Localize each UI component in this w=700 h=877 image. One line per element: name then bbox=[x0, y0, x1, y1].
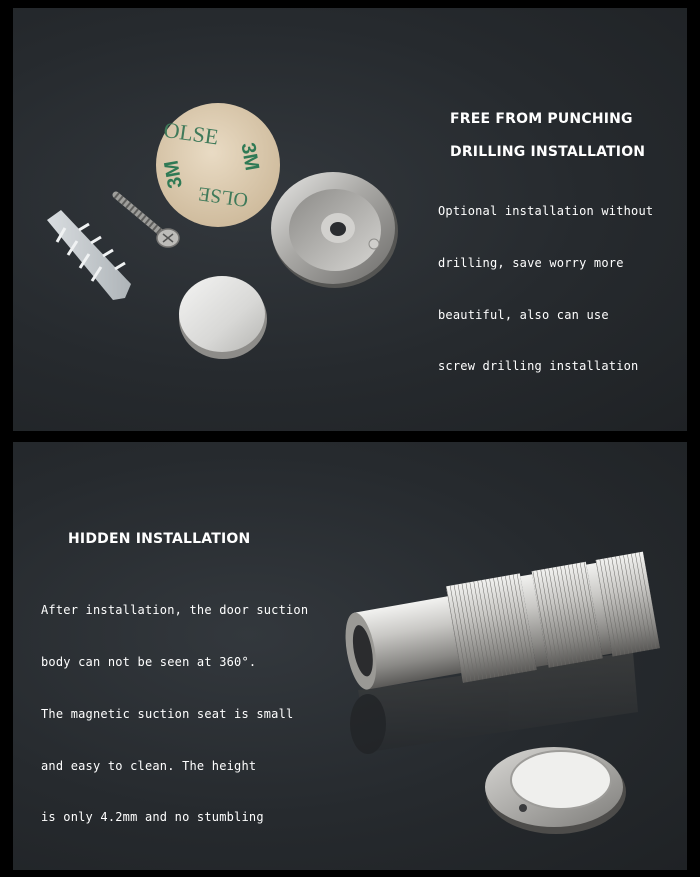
heading-line-1: FREE FROM PUNCHING bbox=[450, 111, 633, 127]
body-line-3: The magnetic suction seat is small bbox=[41, 707, 294, 721]
section-heading: HIDDEN INSTALLATION bbox=[68, 531, 251, 547]
sticker-print-4: OLSE bbox=[196, 182, 250, 211]
body-line-5: is only 4.2mm and no stumbling bbox=[41, 810, 264, 824]
body-line-4: screw drilling installation bbox=[438, 359, 639, 373]
sticker-print-3: 3M bbox=[160, 158, 187, 190]
steel-base-seat bbox=[271, 172, 398, 288]
body-line-4: and easy to clean. The height bbox=[41, 759, 257, 773]
feature-panel-hidden-installation bbox=[13, 442, 687, 870]
magnet-disc bbox=[179, 276, 267, 359]
heading-line-2: DRILLING INSTALLATION bbox=[450, 144, 646, 160]
wall-anchor bbox=[47, 210, 131, 300]
body-line-2: body can not be seen at 360°. bbox=[41, 655, 257, 669]
door-stopper-image bbox=[13, 442, 687, 870]
feature-panel-no-drilling bbox=[13, 8, 687, 431]
body-line-3: beautiful, also can use bbox=[438, 308, 609, 322]
sticker-print-2: 3M bbox=[236, 141, 263, 173]
adhesive-sticker bbox=[156, 103, 280, 227]
sticker-print-1: OLSE bbox=[162, 116, 221, 150]
magnetic-seat bbox=[485, 747, 626, 834]
body-line-1: After installation, the door suction bbox=[41, 603, 309, 617]
body-line-2: drilling, save worry more bbox=[438, 256, 624, 270]
body-line-1: Optional installation without bbox=[438, 204, 654, 218]
